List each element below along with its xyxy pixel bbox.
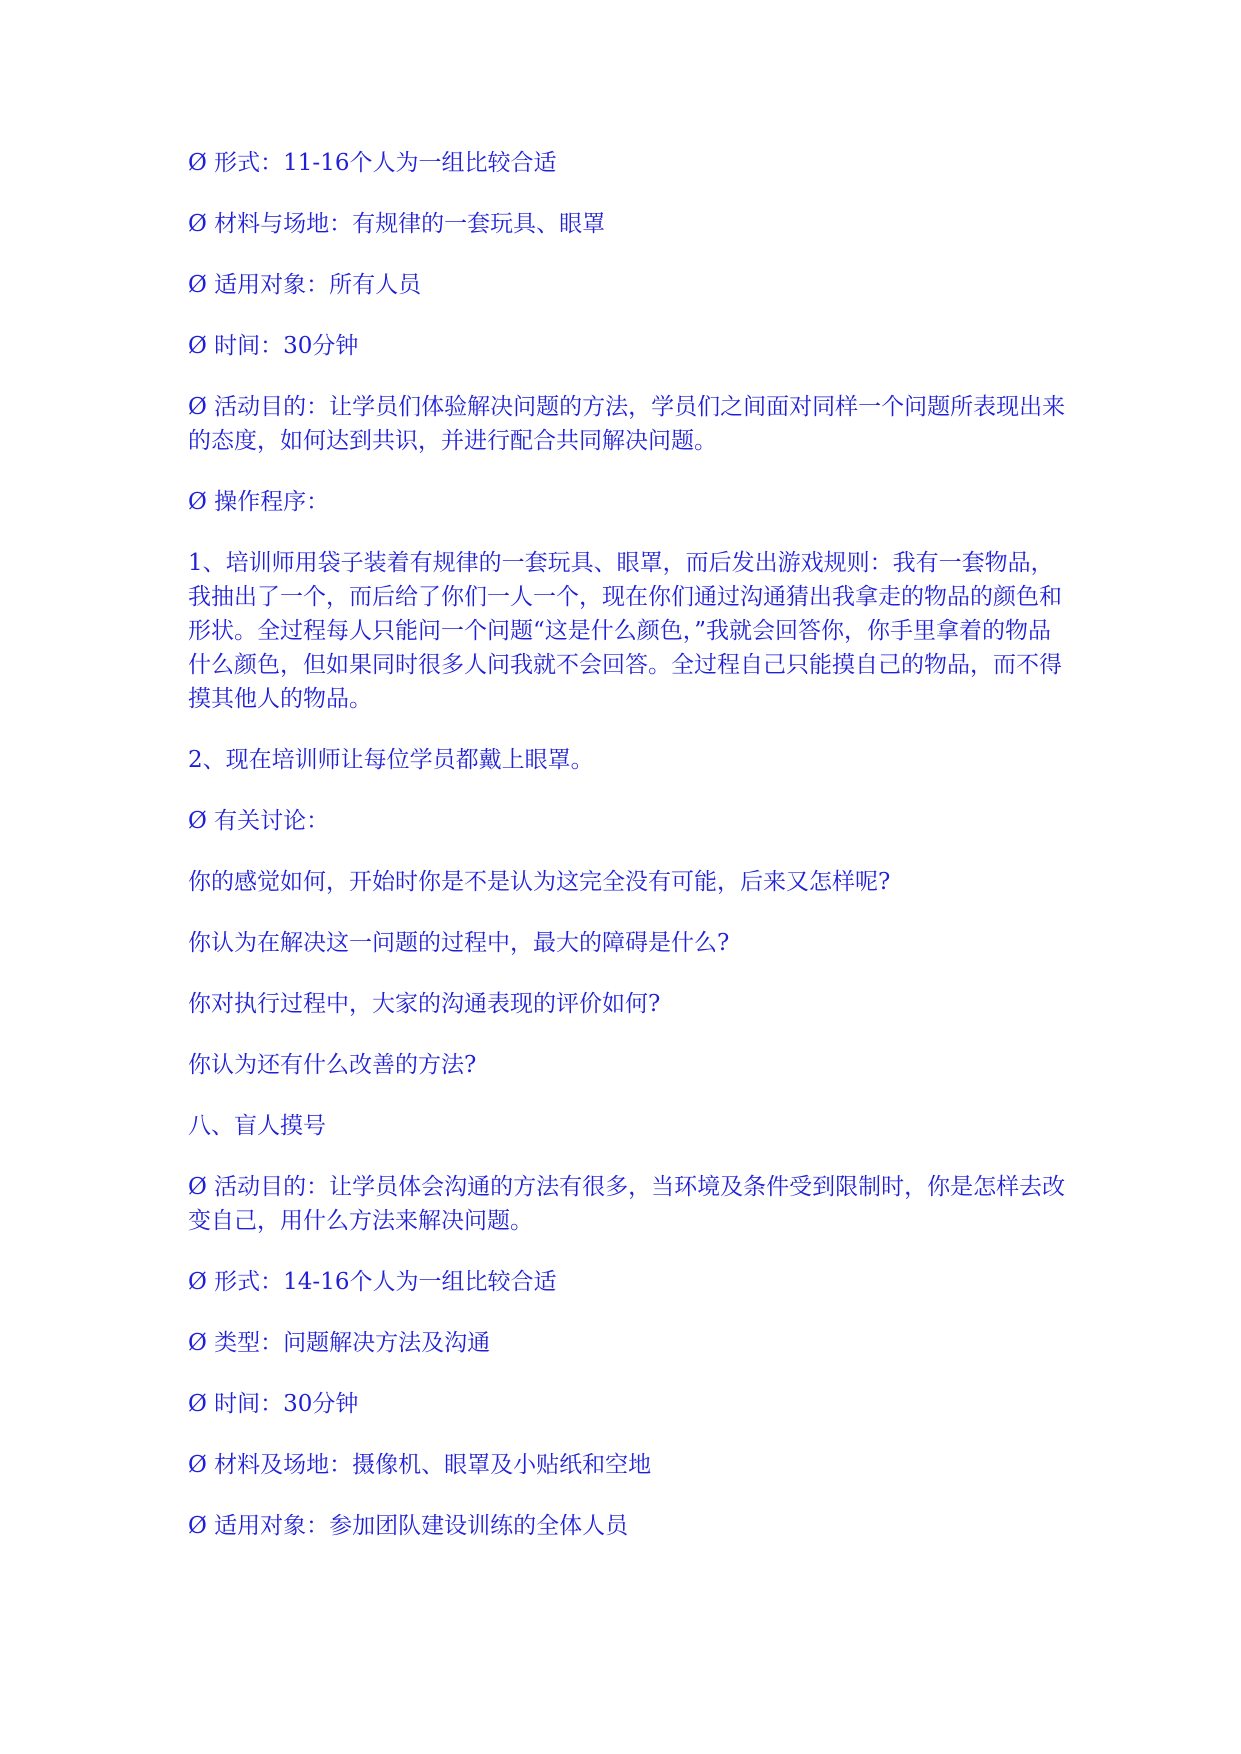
paragraph-activity-purpose-2: Ø 活动目的：让学员体会沟通的方法有很多，当环境及条件受到限制时，你是怎样去改变自己，用什么方法来解决问题。	[188, 1174, 1066, 1234]
document-body	[188, 146, 1068, 1570]
paragraph-procedure-step-2: 2、现在培训师让每位学员都戴上眼罩。	[188, 747, 594, 773]
paragraph-discussion-question-2: 你认为在解决这一问题的过程中，最大的障碍是什么?	[188, 930, 730, 956]
paragraph-target-audience: Ø 适用对象：所有人员	[188, 272, 422, 298]
paragraph-time-2: Ø 时间：30分钟	[188, 1391, 359, 1417]
paragraph-type: Ø 类型：问题解决方法及沟通	[188, 1330, 491, 1356]
paragraph-format: Ø 形式：11-16个人为一组比较合适	[188, 150, 557, 176]
paragraph-procedure-heading: Ø 操作程序：	[188, 489, 330, 515]
paragraph-materials-venue: Ø 材料与场地：有规律的一套玩具、眼罩	[188, 211, 606, 237]
paragraph-procedure-step-1: 1、培训师用袋子装着有规律的一套玩具、眼罩，而后发出游戏规则：我有一套物品，我抽出了一个，而后给了你们一人一个，现在你们通过沟通猜出我拿走的物品的颜色和形状。全过程每人只能问一个问题“这是什么颜色，”我就会回答你，你手里拿着的物品什么颜色，但如果同时很多人问我就不会回答。全过程自己只能摸自己的物品，而不得摸其他人的物品。	[188, 550, 1062, 712]
paragraph-discussion-question-1: 你的感觉如何，开始时你是不是认为这完全没有可能，后来又怎样呢?	[188, 869, 891, 895]
paragraph-time: Ø 时间：30分钟	[188, 333, 359, 359]
paragraph-discussion-question-3: 你对执行过程中，大家的沟通表现的评价如何?	[188, 991, 661, 1017]
section-heading-blind-numbering: 八、盲人摸号	[188, 1113, 326, 1139]
paragraph-discussion-heading: Ø 有关讨论：	[188, 808, 330, 834]
paragraph-materials-venue-2: Ø 材料及场地：摄像机、眼罩及小贴纸和空地	[188, 1452, 652, 1478]
paragraph-discussion-question-4: 你认为还有什么改善的方法?	[188, 1052, 477, 1078]
paragraph-target-audience-2: Ø 适用对象：参加团队建设训练的全体人员	[188, 1513, 629, 1539]
paragraph-format-2: Ø 形式：14-16个人为一组比较合适	[188, 1269, 557, 1295]
paragraph-activity-purpose: Ø 活动目的：让学员们体验解决问题的方法，学员们之间面对同样一个问题所表现出来的态度，如何达到共识，并进行配合共同解决问题。	[188, 394, 1066, 454]
